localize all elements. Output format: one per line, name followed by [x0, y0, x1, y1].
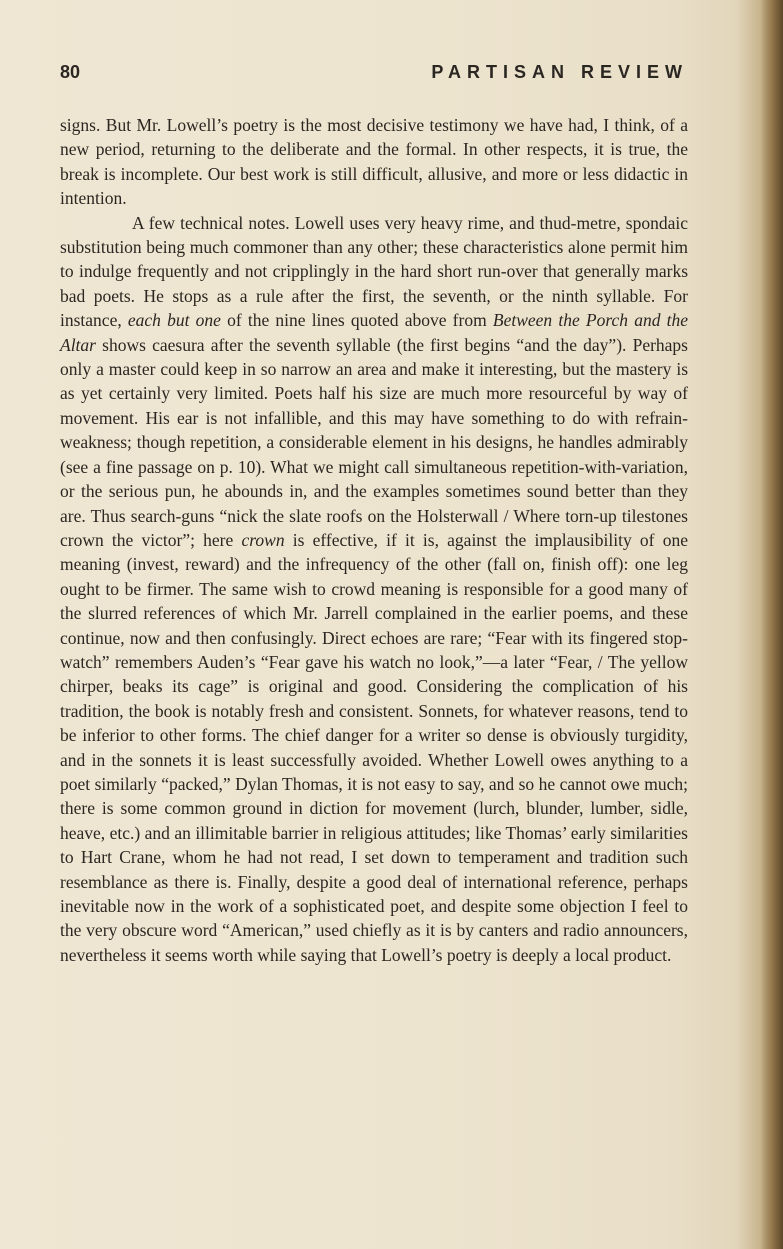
italic-title-between-the-porch: Between the Porch and the Altar — [60, 310, 688, 355]
book-binding-edge — [761, 0, 783, 1249]
paragraph-1-text: signs. But Mr. Lowell’s poetry is the most decisive testimony we have had, I think, of a new period, returning to the deliberate and the formal. In other respects, it is true, the break is incomplete. Our best work is still difficult, allusive, and more or less didactic in intention. — [60, 115, 688, 209]
article-body — [60, 113, 688, 967]
paragraph-1 — [60, 113, 688, 211]
page-number: 80 — [60, 62, 81, 82]
paragraph-2-text-c: shows caesura after the seventh syllable (the first begins “and the day”). Perhaps only a master could keep in so narrow an area and make it interesting, but the mastery is as yet certainly very limited. Poets half his size are much more resourceful by way of movement. His ear is not infallible, and this may have something to do with refrain-weakness; though repetition, a considerable element in his designs, he handles admirably (see a fine passage on p. 10). What we might call simultaneous repetition-with-variation, or the serious pun, he abounds in, and the examples sometimes sound better than they are. Thus search-guns “nick the slate roofs on the Holsterwall / Where torn-up tilestones crown the victor”; here — [60, 334, 688, 550]
paragraph-2-text-b: of the nine lines quoted above from — [220, 310, 493, 331]
running-head: PARTISAN REVIEW — [431, 62, 688, 82]
page-header — [60, 62, 688, 90]
paragraph-2-text-d: is effective, if it is, against the implausibility of one meaning (invest, reward) and the infrequency of the other (fall on, finish off): one leg ought to be firmer. The same wish to crowd meaning is responsible for a good many of the slurred references of which Mr. Jarrell complained in the earlier poems, and these continue, now and then confusingly. Direct echoes are rare; “Fear with its fingered stop-watch” remembers Auden’s “Fear gave his watch no look,”—a later “Fear, / The yellow chirper, beaks its cage” is original and good. Considering the complication of his tradition, the book is notably fresh and consistent. Sonnets, for whatever reasons, tend to be inferior to other forms. The chief danger for a writer so dense is obviously turgidity, and in the sonnets it is least successfully avoided. Whether Lowell owes anything to a poet similarly “packed,” Dylan Thomas, it is not easy to say, and so he cannot owe much; there is some common ground in diction for movement (lurch, blunder, lumber, sidle, heave, etc.) and an illimitable barrier in religious attitudes; like Thomas’ early similarities to Hart Crane, whom he had not read, I set down to temperament and tradition such resemblance as there is. Finally, despite a good deal of international reference, perhaps inevitable now in the work of a sophisticated poet, and despite some objection I feel to the very obscure word “American,” used chiefly as it is by canters and radio announcers, nevertheless it seems worth while saying that Lowell’s poetry is deeply a local product. — [60, 529, 688, 965]
italic-phrase-each-but-one: each but one — [127, 310, 221, 331]
paragraph-2 — [60, 211, 688, 968]
paragraph-2-text-a: A few technical notes. Lowell uses very heavy rime, and thud-metre, spondaic substitution being much commoner than any other; these characteristics alone permit him to indulge frequently and not cripplingly in the hard short run-over that generally marks bad poets. He stops as a rule after the first, the seventh, or the ninth syllable. For instance, — [60, 212, 688, 331]
italic-word-crown: crown — [241, 529, 285, 550]
